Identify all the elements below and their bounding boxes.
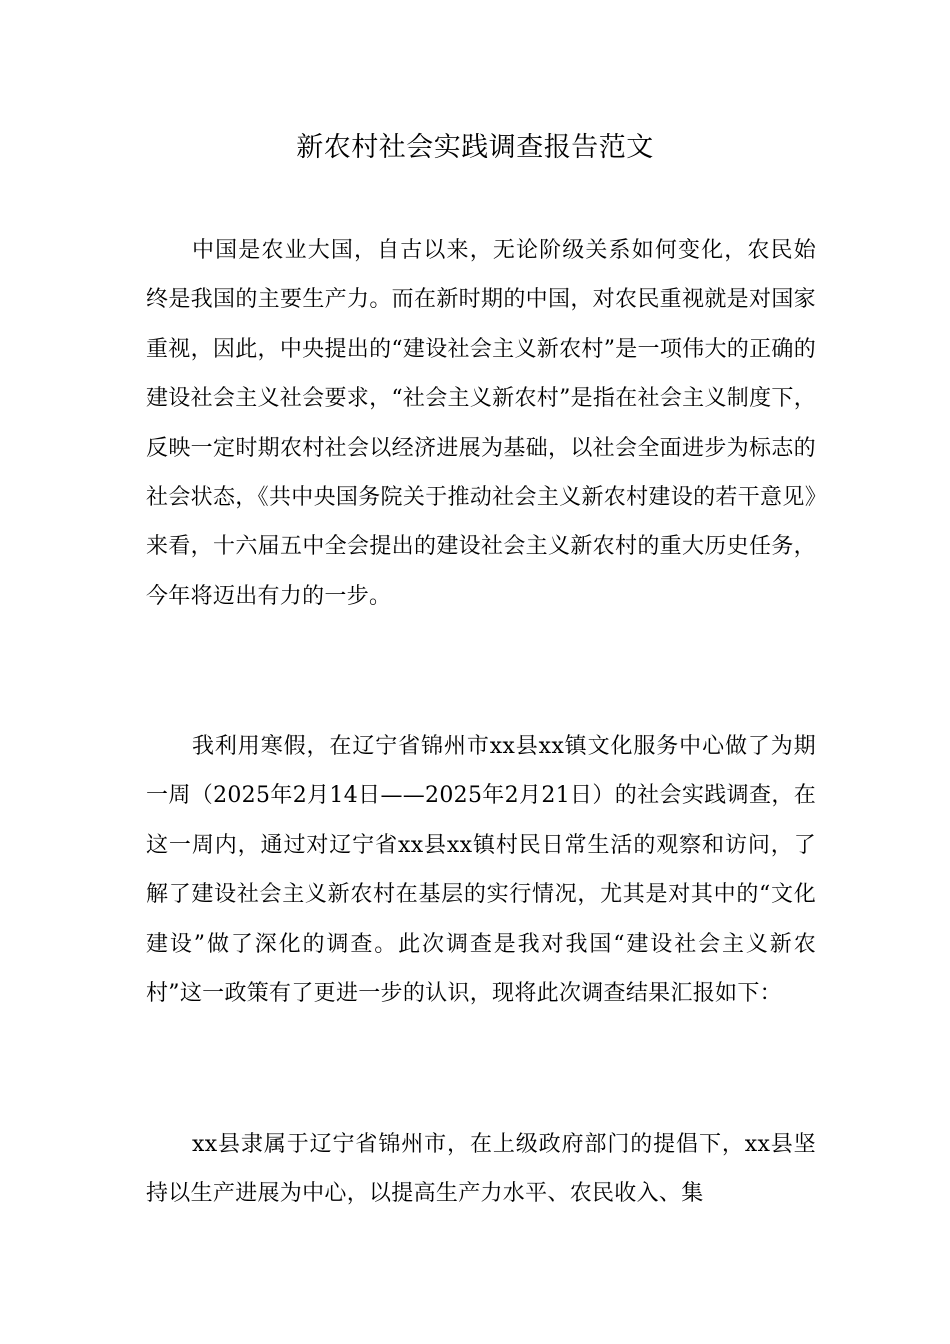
body-paragraph-1: 中国是农业大国，自古以来，无论阶级关系如何变化，农民始终是我国的主要生产力。而在新时期的中国，对农民重视就是对国家重视，因此，中央提出的“建设社会主义新农村”是一项伟大的正确的建设社会主义社会要求，“社会主义新农村”是指在社会主义制度下，反映一定时期农村社会以经济进展为基础，以社会全面进步为标志的社会状态，《共中央国务院关于推动社会主义新农村建设的若干意见》来看，十六届五中全会提出的建设社会主义新农村的重大历史任务，今年将迈出有力的一步。 [146, 238, 816, 609]
body-paragraph-3: xx县隶属于辽宁省锦州市，在上级政府部门的提倡下，xx县坚持以生产进展为中心，以提高生产力水平、农民收入、集 [146, 1132, 816, 1207]
body-paragraph-2: 我利用寒假，在辽宁省锦州市xx县xx镇文化服务中心做了为期一周（2025年2月14日——2025年2月21日）的社会实践调查，在这一周内，通过对辽宁省xx县xx镇村民日常生活的观察和访问，了解了建设社会主义新农村在基层的实行情况，尤其是对其中的“文化建设”做了深化的调查。此次调查是我对我国“建设社会主义新农村”这一政策有了更进一步的认识，现将此次调查结果汇报如下： [146, 734, 816, 1007]
document-title: 新农村社会实践调查报告范文 [296, 132, 654, 163]
